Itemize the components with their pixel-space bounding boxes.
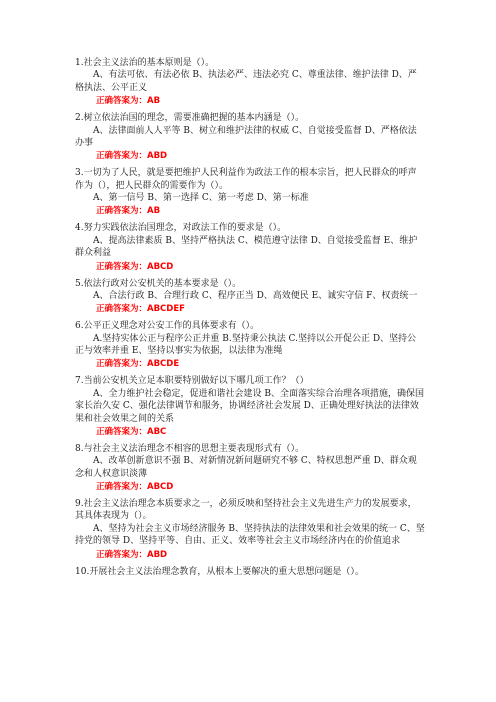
question-3 — [75, 167, 425, 218]
question-options: A、提高法律素质 B、坚持严格执法 C、模范遵守法律 D、自觉接受监督 E、维护群众利益 — [75, 235, 418, 259]
question-text: 8.与社会主义法治理念不相容的思想主要表现形式有（）。 — [75, 443, 305, 454]
question-text: 9.社会主义法治理念本质要求之一，必须反映和坚持社会主义先进生产力的发展要求，其具体表现为（）。 — [75, 499, 417, 522]
question-text: 2.树立依法治国的理念，需要准确把握的基本内涵是（）。 — [75, 113, 305, 124]
question-options: A、法律面前人人平等 B、树立和维护法律的权威 C、自觉接受监督 D、严格依法办事 — [75, 125, 417, 148]
question-text: 1.社会主义法治的基本原则是（）。 — [75, 58, 215, 68]
correct-answer: 正确答案为：ABD — [96, 151, 168, 162]
correct-answer: 正确答案为：ABD — [96, 549, 168, 560]
question-6 — [75, 320, 425, 371]
question-text: 3.一切为了人民，就是要把维护人民利益作为政法工作的根本宗旨，把人民群众的呼声作为（），把人民群众的需要作为（）。 — [75, 168, 417, 191]
correct-answer: 正确答案为：ABCD — [96, 261, 174, 272]
correct-answer: 正确答案为：ABCDE — [96, 359, 180, 370]
question-options: A、改革创新意识不强 B、对新情况新问题研究不够 C、特权思想严重 D、群众观念和人权意识淡薄 — [75, 456, 417, 479]
question-10 — [75, 566, 425, 578]
question-options: A、有法可依、有法必依 B、执法必严、违法必究 C、尊重法律、维护法律 D、严格执法、公平正义 — [75, 70, 417, 93]
question-text: 7.当前公安机关立足本职要特别做好以下哪几项工作？（） — [75, 376, 309, 387]
question-text: 4.努力实践依法治国理念，对政法工作的要求是（）。 — [75, 223, 287, 234]
question-5 — [75, 278, 425, 316]
question-1 — [75, 57, 425, 108]
correct-answer: 正确答案为：ABCDEF — [96, 304, 185, 315]
question-2 — [75, 112, 425, 163]
question-text: 5.依法行政对公安机关的基本要求是（）。 — [75, 278, 242, 289]
question-text: 6.公平正义理念对公安工作的具体要求有（）。 — [75, 321, 260, 332]
correct-answer: 正确答案为：AB — [96, 96, 161, 107]
question-options: A、第一信号 B、第一选择 C、第一考虑 D、第一标准 — [93, 193, 309, 204]
correct-answer: 正确答案为：AB — [96, 206, 161, 217]
question-8 — [75, 443, 425, 494]
question-options: A.坚持实体公正与程序公正并重 B.坚持秉公执法 C.坚持以公开促公正 D、坚持公正与效率并重 E、坚持以事实为依据，以法律为准绳 — [75, 333, 417, 357]
question-options: A、坚持为社会主义市场经济服务 B、坚持执法的法律效果和社会效果的统一 C、坚持党的领导 D、坚持平等、自由、正义、效率等社会主义市场经济内在的价值追求 — [75, 523, 425, 547]
correct-answer: 正确答案为：ABC — [96, 426, 167, 437]
document-body — [75, 57, 425, 578]
question-9 — [75, 498, 425, 561]
question-options: A、合法行政 B、合理行政 C、程序正当 D、高效便民 E、诚实守信 F、权责统一 — [93, 290, 418, 301]
question-options: A、全力维护社会稳定，促进和谐社会建设 B、全面落实综合治理各项措施，确保国家长治久安 C、强化法律调节和服务，协调经济社会发展 D、正确处理好执法的法律效果和社会效果之间的关系 — [75, 388, 424, 424]
question-4 — [75, 222, 425, 273]
question-7 — [75, 375, 425, 438]
correct-answer: 正确答案为：ABCD — [96, 482, 174, 493]
question-text: 10.开展社会主义法治理念教育，从根本上要解决的重大思想问题是（）。 — [75, 566, 364, 577]
